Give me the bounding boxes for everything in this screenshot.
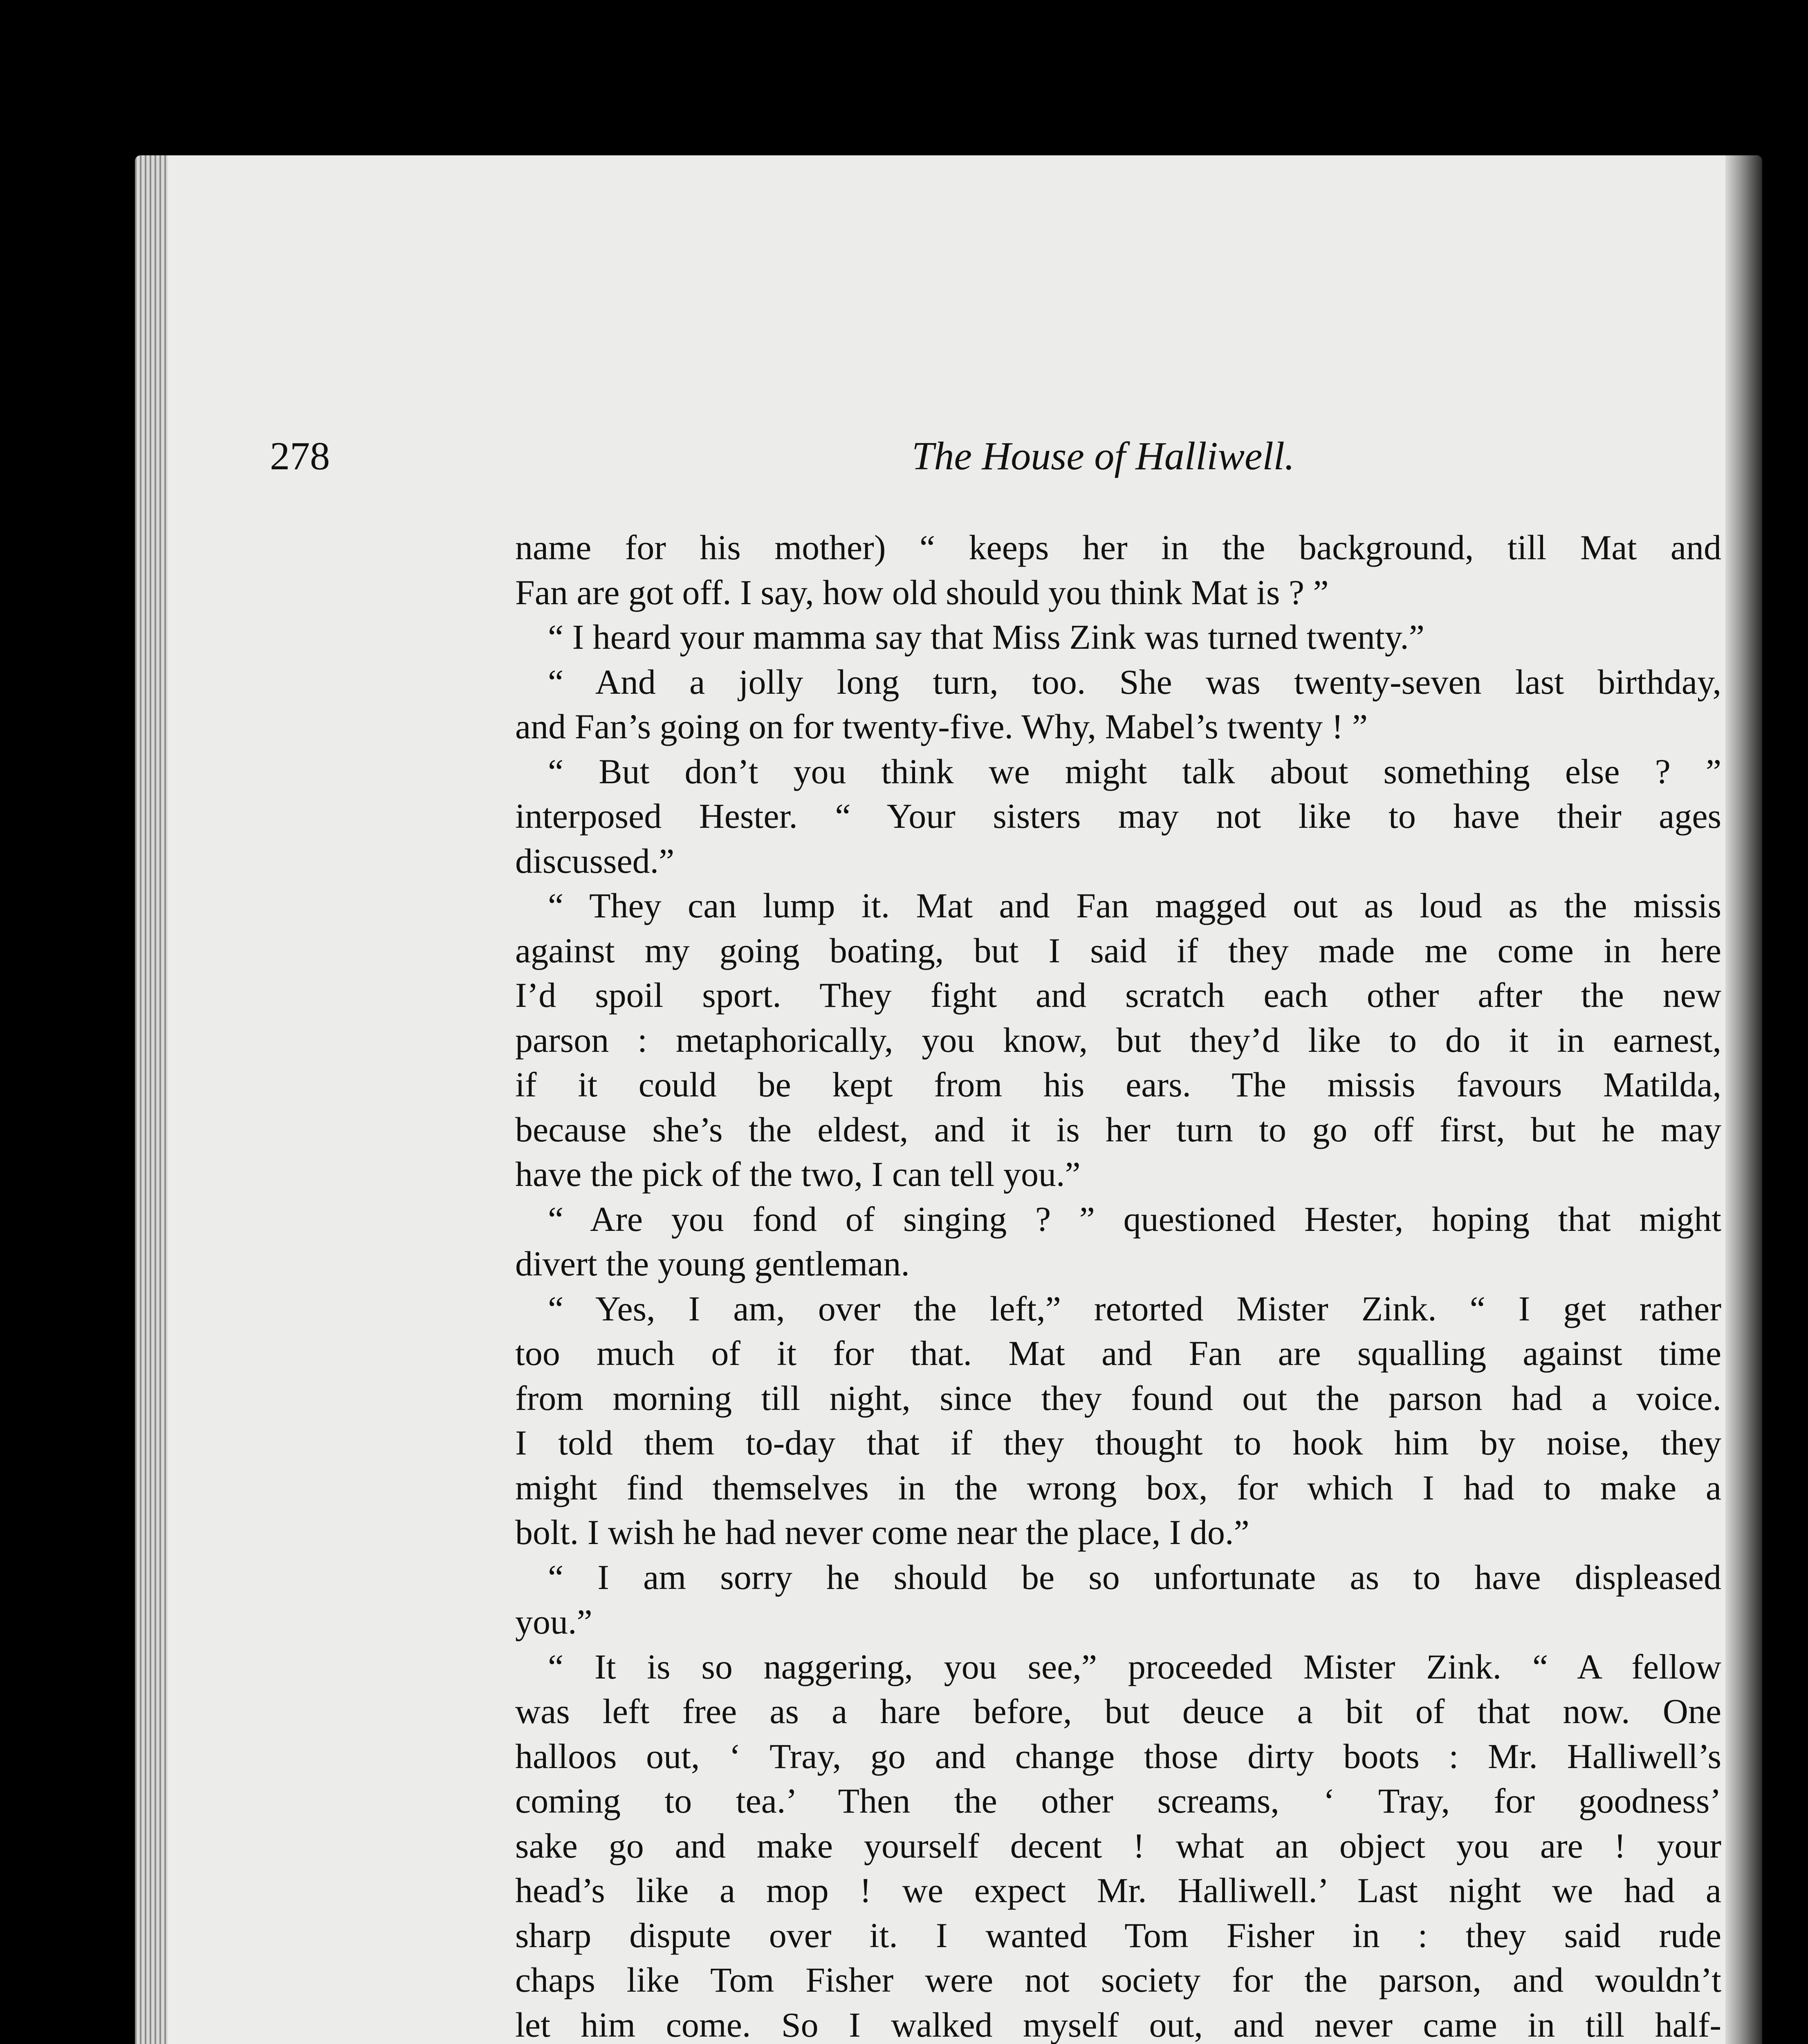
text-line: against my going boating, but I said if they made me come in here <box>515 930 1721 970</box>
text-line: coming to tea.’ Then the other screams, ‘ Tray, for goodness’ <box>515 1781 1721 1820</box>
page-number: 278 <box>270 434 330 478</box>
text-line: “ Are you fond of singing ? ” questioned Hester, hoping that might <box>548 1199 1721 1239</box>
text-line: because she’s the eldest, and it is her turn to go off first, but he may <box>515 1109 1721 1149</box>
text-line: discussed.” <box>515 841 675 881</box>
text-line: and Fan’s going on for twenty-five. Why, Mabel’s twenty ! ” <box>515 707 1368 746</box>
text-line: might find themselves in the wrong box, for which I had to make a <box>515 1468 1721 1507</box>
text-line: divert the young gentleman. <box>515 1244 910 1283</box>
text-line: I’d spoil sport. They fight and scratch each other after the new <box>515 975 1721 1015</box>
text-line: sharp dispute over it. I wanted Tom Fisher in : they said rude <box>515 1915 1721 1955</box>
text-line: I told them to-day that if they thought to hook him by noise, they <box>515 1423 1721 1462</box>
text-line: name for his mother) “ keeps her in the background, till Mat and <box>515 528 1721 567</box>
text-line: parson : metaphorically, you know, but they’d like to do it in earnest, <box>515 1020 1721 1060</box>
text-line: bolt. I wish he had never come near the place, I do.” <box>515 1513 1249 1552</box>
text-line: chaps like Tom Fisher were not society for the parson, and wouldn’t <box>515 1960 1721 1999</box>
text-line: interposed Hester. “ Your sisters may not like to have their ages <box>515 796 1721 836</box>
page-edge-right <box>1725 155 1762 2044</box>
text-line: have the pick of the two, I can tell you.” <box>515 1154 1081 1194</box>
text-line: head’s like a mop ! we expect Mr. Halliwell.’ Last night we had a <box>515 1871 1721 1910</box>
text-line: sake go and make yourself decent ! what an object you are ! your <box>515 1826 1721 1865</box>
text-line: “ They can lump it. Mat and Fan magged out as loud as the missis <box>548 886 1721 925</box>
text-line: from morning till night, since they found out the parson had a voice. <box>515 1378 1721 1418</box>
page-edge-left <box>135 155 168 2044</box>
text-line: “ I heard your mamma say that Miss Zink was turned twenty.” <box>548 617 1424 657</box>
body-text <box>515 525 1721 2044</box>
text-line: “ I am sorry he should be so unfortunate as to have displeased <box>548 1557 1721 1597</box>
running-title: The House of Halliwell. <box>912 434 1295 478</box>
text-line: you.” <box>515 1602 592 1641</box>
text-line: “ Yes, I am, over the left,” retorted Mister Zink. “ I get rather <box>548 1289 1721 1328</box>
book-page <box>135 155 1762 2044</box>
text-line: “ And a jolly long turn, too. She was twenty-seven last birthday, <box>548 662 1721 702</box>
text-line: if it could be kept from his ears. The missis favours Matilda, <box>515 1065 1721 1104</box>
text-line: was left free as a hare before, but deuce a bit of that now. One <box>515 1692 1721 1731</box>
text-line: “ It is so naggering, you see,” proceeded Mister Zink. “ A fellow <box>548 1647 1721 1686</box>
text-line: halloos out, ‘ Tray, go and change those dirty boots : Mr. Halliwell’s <box>515 1736 1721 1776</box>
text-line: too much of it for that. Mat and Fan are squalling against time <box>515 1334 1721 1373</box>
text-line: “ But don’t you think we might talk about something else ? ” <box>548 751 1721 791</box>
text-line: let him come. So I walked myself out, and never came in till half- <box>515 2005 1721 2044</box>
text-line: Fan are got off. I say, how old should you think Mat is ? ” <box>515 572 1329 612</box>
